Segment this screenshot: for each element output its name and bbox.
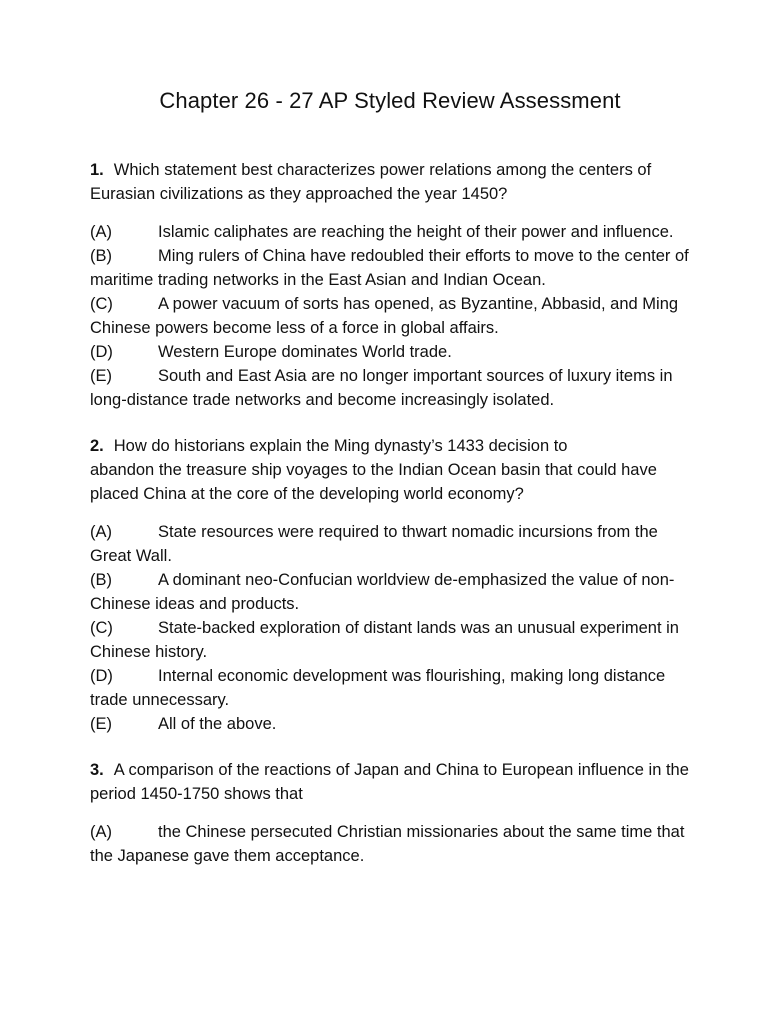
option-text: A power vacuum of sorts has opened, as Byzantine, Abbasid, and Ming Chinese powers become less of a force in global affairs. [90, 295, 679, 338]
option-e [90, 712, 690, 736]
option-letter: (A) [90, 823, 112, 842]
option-b [90, 244, 690, 292]
option-text: Ming rulers of China have redoubled their efforts to move to the center of maritime trading networks in the East Asian and Indian Ocean. [90, 247, 689, 290]
question-number: 1. [90, 161, 104, 180]
option-c [90, 616, 690, 664]
option-letter: (E) [90, 715, 112, 734]
option-letter: (C) [90, 619, 113, 638]
option-e [90, 364, 690, 412]
question-text-lead: How do historians explain the Ming dynasty’s 1433 decision to [113, 437, 568, 456]
option-text: South and East Asia are no longer important sources of luxury items in long-distance trade networks and become increasingly isolated. [90, 367, 673, 410]
option-letter: (D) [90, 667, 113, 686]
option-letter: (D) [90, 343, 113, 362]
option-text: State resources were required to thwart nomadic incursions from the Great Wall. [90, 523, 658, 566]
option-letter: (A) [90, 523, 112, 542]
option-letter: (A) [90, 223, 112, 242]
question-text: abandon the treasure ship voyages to the Indian Ocean basin that could have placed China at the core of the developing world economy? [90, 461, 657, 504]
question-3-options [90, 820, 690, 868]
question-3 [90, 758, 690, 806]
option-a [90, 220, 690, 244]
question-text: Which statement best characterizes power relations among the centers of Eurasian civilizations as they approached the year 1450? [90, 161, 652, 204]
question-2-options [90, 520, 690, 736]
option-text: Western Europe dominates World trade. [158, 343, 452, 362]
option-letter: (B) [90, 571, 112, 590]
option-text: A dominant neo-Confucian worldview de-emphasized the value of non-Chinese ideas and products. [90, 571, 675, 614]
document-page [90, 88, 690, 890]
option-a [90, 820, 690, 868]
question-1-options [90, 220, 690, 412]
question-1 [90, 158, 690, 206]
page-title: Chapter 26 - 27 AP Styled Review Assessment [159, 88, 621, 113]
question-number: 3. [90, 761, 104, 780]
option-b [90, 568, 690, 616]
option-letter: (B) [90, 247, 112, 266]
option-text: Internal economic development was flourishing, making long distance trade unnecessary. [90, 667, 666, 710]
option-d [90, 664, 690, 712]
option-text: State-backed exploration of distant lands was an unusual experiment in Chinese history. [90, 619, 679, 662]
option-letter: (E) [90, 367, 112, 386]
question-text: A comparison of the reactions of Japan and China to European influence in the period 1450-1750 shows that [90, 761, 689, 804]
option-d [90, 340, 690, 364]
question-2 [90, 434, 690, 506]
option-letter: (C) [90, 295, 113, 314]
question-number: 2. [90, 437, 104, 456]
option-c [90, 292, 690, 340]
option-text: All of the above. [158, 715, 277, 734]
option-text: the Chinese persecuted Christian missionaries about the same time that the Japanese gave them acceptance. [90, 823, 685, 866]
option-text: Islamic caliphates are reaching the height of their power and influence. [158, 223, 674, 242]
option-a [90, 520, 690, 568]
